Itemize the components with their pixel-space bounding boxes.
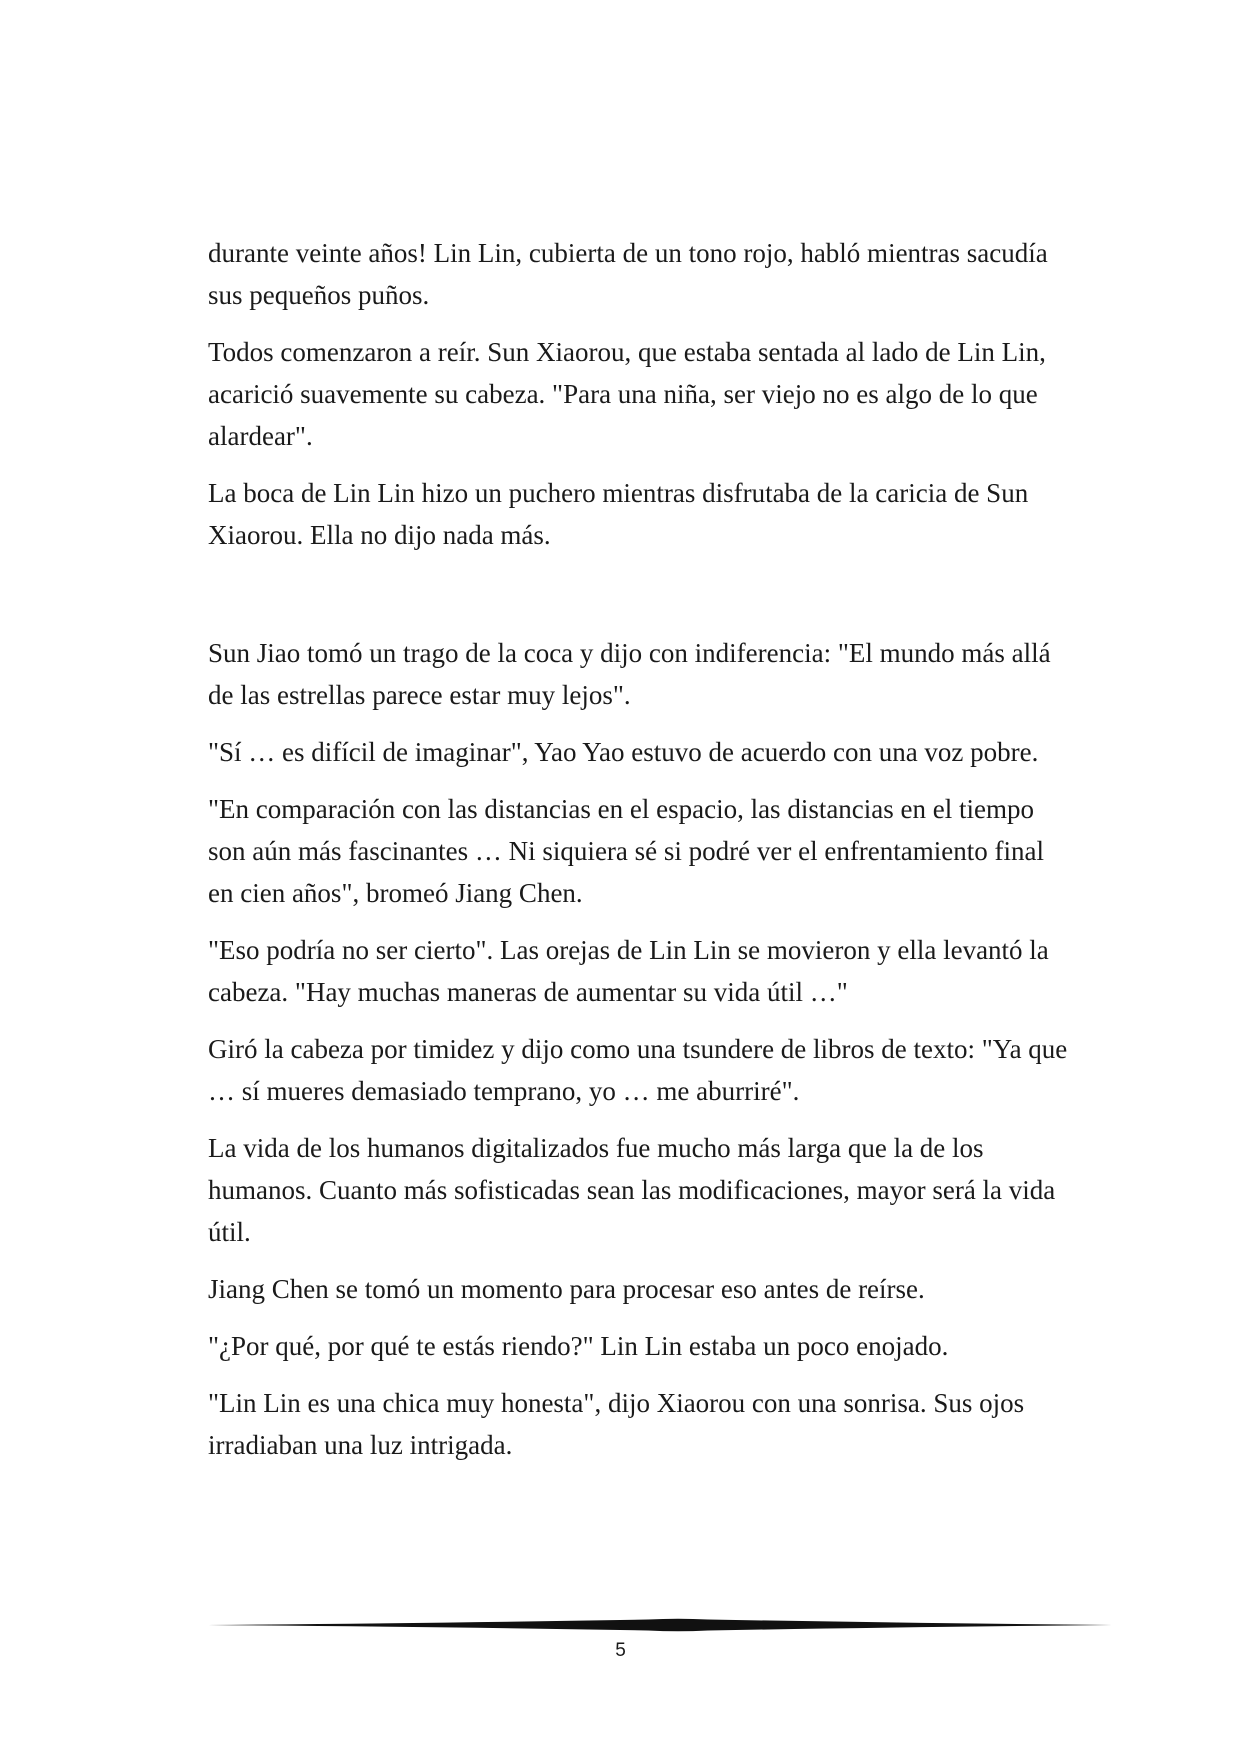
paragraph: "Lin Lin es una chica muy honesta", dijo Xiaorou con una sonrisa. Sus ojos irradiaban una luz intrigada. — [208, 1388, 1025, 1460]
paragraph: "¿Por qué, por qué te estás riendo?" Lin Lin estaba un poco enojado. — [208, 1331, 949, 1361]
footer-divider — [208, 1618, 1112, 1632]
paragraph: Sun Jiao tomó un trago de la coca y dijo con indiferencia: "El mundo más allá de las estrellas parece estar muy lejos". — [208, 638, 1051, 710]
paragraph: La boca de Lin Lin hizo un puchero mientras disfrutaba de la caricia de Sun Xiaorou. Ella no dijo nada más. — [208, 478, 1029, 550]
page-number: 5 — [615, 1640, 626, 1661]
paragraph: La vida de los humanos digitalizados fue mucho más larga que la de los humanos. Cuanto más sofisticadas sean las modificaciones, mayor será la vida útil. — [208, 1133, 1056, 1247]
paragraph: Todos comenzaron a reír. Sun Xiaorou, que estaba sentada al lado de Lin Lin, acarició suavemente su cabeza. "Para una niña, ser viejo no es algo de lo que alardear". — [208, 337, 1046, 451]
paragraph: durante veinte años! Lin Lin, cubierta de un tono rojo, habló mientras sacudía sus pequeños puños. — [208, 238, 1048, 310]
paragraph: "En comparación con las distancias en el espacio, las distancias en el tiempo son aún más fascinantes … Ni siquiera sé si podré ver el enfrentamiento final en cien años", bromeó Jiang Chen. — [208, 794, 1044, 908]
paragraph: "Sí … es difícil de imaginar", Yao Yao estuvo de acuerdo con una voz pobre. — [208, 737, 1039, 767]
paragraph: "Eso podría no ser cierto". Las orejas de Lin Lin se movieron y ella levantó la cabeza. "Hay muchas maneras de aumentar su vida útil …" — [208, 935, 1049, 1007]
page-body — [208, 232, 1068, 1481]
paragraph: Giró la cabeza por timidez y dijo como una tsundere de libros de texto: "Ya que … sí mueres demasiado temprano, yo … me aburriré". — [208, 1034, 1068, 1106]
paragraph: Jiang Chen se tomó un momento para procesar eso antes de reírse. — [208, 1274, 925, 1304]
